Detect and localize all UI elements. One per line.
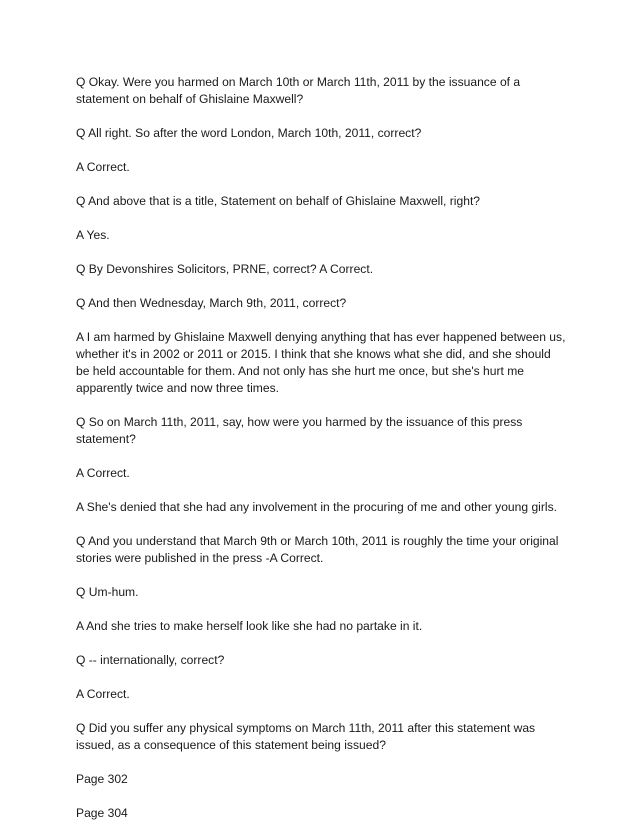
transcript-paragraph: Q Um-hum. xyxy=(76,585,139,599)
transcript-paragraph: Q Did you suffer any physical symptoms on March 11th, 2011 after this statement was issued, as a consequence of this statement being issued? xyxy=(76,721,536,752)
transcript-paragraph: Q All right. So after the word London, March 10th, 2011, correct? xyxy=(76,126,422,140)
transcript-paragraph: A Correct. xyxy=(76,160,130,174)
transcript-paragraph: Q So on March 11th, 2011, say, how were you harmed by the issuance of this press statement? xyxy=(76,415,523,446)
page-number: Page 304 xyxy=(76,806,128,820)
transcript-paragraph: Q And then Wednesday, March 9th, 2011, correct? xyxy=(76,296,347,310)
transcript-paragraph: A She's denied that she had any involvement in the procuring of me and other young girls. xyxy=(76,500,557,514)
transcript-paragraph: Q And above that is a title, Statement on behalf of Ghislaine Maxwell, right? xyxy=(76,194,481,208)
transcript-paragraph: Q -- internationally, correct? xyxy=(76,653,225,667)
transcript-paragraph: A Correct. xyxy=(76,466,130,480)
transcript-paragraph: Q And you understand that March 9th or March 10th, 2011 is roughly the time your original stories were published in the press -A Correct. xyxy=(76,534,559,565)
transcript-paragraph: A Correct. xyxy=(76,687,130,701)
page-number: Page 302 xyxy=(76,772,128,786)
transcript-paragraph: Q By Devonshires Solicitors, PRNE, correct? A Correct. xyxy=(76,262,374,276)
transcript-paragraph: A And she tries to make herself look like she had no partake in it. xyxy=(76,619,423,633)
transcript-paragraph: A I am harmed by Ghislaine Maxwell denying anything that has ever happened between us, whether it's in 2002 or 2011 or 2015. I think that she knows what she did, and she should be held accountable for them. And not only has she hurt me once, but she's hurt me apparently twice and now three times. xyxy=(76,330,566,395)
transcript-paragraph: Q Okay. Were you harmed on March 10th or March 11th, 2011 by the issuance of a statement on behalf of Ghislaine Maxwell? xyxy=(76,75,521,106)
transcript-paragraph: A Yes. xyxy=(76,228,110,242)
transcript-body xyxy=(76,74,566,839)
